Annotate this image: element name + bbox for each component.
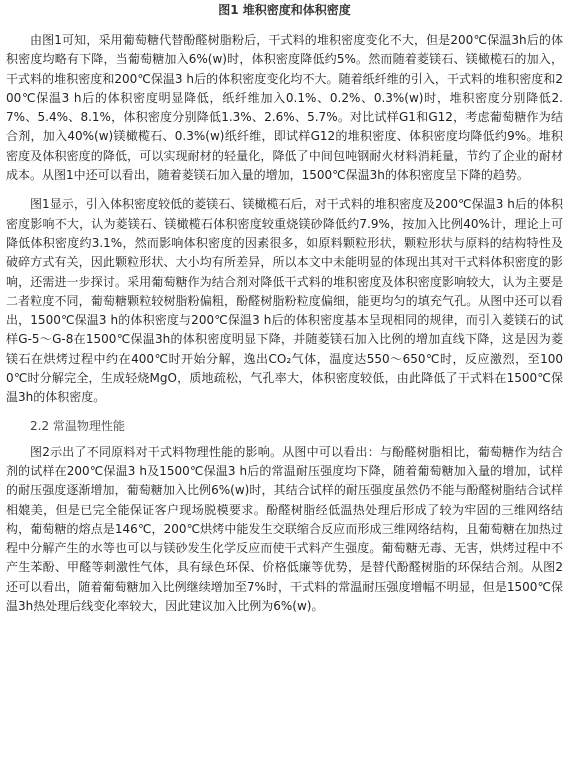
paragraph-physical-properties: 图2示出了不同原料对干式料物理性能的影响。从图中可以看出：与酚醛树脂相比，葡萄糖作为结合剂的试样在200℃保温3 h及1500℃保温3 h后的常温耐压强度均下降，随着葡萄糖加入量的增加，试样的耐压强度逐渐增加，葡萄糖加入比例6%(w)时，其结合试样的耐压强度虽然仍不能与酚醛树脂结合试样相媲美，但是已完全能保证客户现场脱模要求。酚醛树脂经低温热处理后形成了较为牢固的三维网络结构，葡萄糖的熔点是146℃，200℃烘烤中能发生交联缩合反应而形成三维网络结构，且葡萄糖在加热过程中分解产生的水等也可以与镁砂发生化学反应而使干式料产生强度。葡萄糖无毒、无害，烘烤过程中不产生苯酚、甲醛等刺激性气体，具有绿色环保、价格低廉等优势，是替代酚醛树脂的环保结合剂。从图2还可以看出，随着葡萄糖加入比例继续增加至7%时，干式料的常温耐压强度增幅不明显，但是1500℃保温3h热处理后线变化率较大，因此建议加入比例为6%(w)。 — [6, 444, 563, 614]
paragraph-density-results: 由图1可知，采用葡萄糖代替酚醛树脂粉后，干式料的堆积密度变化不大，但是200℃保温3h后的体积密度均略有下降，当葡萄糖加入6%(w)时，体积密度降低约5%。然而随着菱镁石、镁橄榄石的加入，干式料的堆积密度和200℃保温3 h后的体积密度变化均不大。随着纸纤维的引入，干式料的堆积密度和200℃保温3 h后的体积密度明显降低，纸纤维加入0.1%、0.2%、0.3%(w)时，堆积密度分别降低2.7%、5.4%、8.1%，体积密度分别降低1.3%、2.6%、5.7%。对比试样G1和G12，考虑葡萄糖作为结合剂，加入40%(w)镁橄榄石、0.3%(w)纸纤维，即试样G12的堆积密度、体积密度均降低约9%。堆积密度及体积密度的降低，可以实现耐材的轻量化，降低了中间包吨钢耐火材料消耗量，节约了企业的耐材成本。从图1中还可以看出，随着菱镁石加入量的增加，1500℃保温3h的体积密度呈下降的趋势。 — [6, 33, 563, 183]
paragraph-gap — [6, 185, 563, 195]
section-heading: 2.2 常温物理性能 — [30, 418, 125, 433]
figure-title: 图1 堆积密度和体积密度 — [218, 3, 351, 17]
paragraph-density-analysis: 图1显示，引入体积密度较低的菱镁石、镁橄榄石后，对干式料的堆积密度及200℃保温3 h后的体积密度影响不大，认为菱镁石、镁橄榄石体积密度较重烧镁砂降低约7.9%，按加入比例40%计，理论上可降低体积密度约3.1%，然而影响体积密度的因素很多，如原料颗粒形状，颗粒形状与原料的结构特性及破碎方式有关，因此颗粒形状、大小均有所差异，所以本文中未能明显的体现出其对干式料体积密度的影响，还需进一步探讨。采用葡萄糖作为结合剂对降低干式料的堆积密度及体积密度影响较大，认为主要是二者粒度不同，葡萄糖颗粒较树脂粉偏粗，酚醛树脂粉粒度偏细，能更均匀的填充气孔。从图中还可以看出，1500℃保温3 h的体积密度与200℃保温3 h后的体积密度基本呈现相同的规律，而引入菱镁石的试样G-5～G-8在1500℃保温3h的体积密度明显下降，并随菱镁石加入比例的增加直线下降，这是因为菱镁石在烘烤过程中约在400℃时开始分解，逸出CO₂气体，温度达550～650℃时，反应激烈，至1000℃时分解完全，生成轻烧MgO，质地疏松，气孔率大，体积密度较低，由此降低了干式料在1500℃保温3h的体积密度。 — [6, 197, 563, 405]
